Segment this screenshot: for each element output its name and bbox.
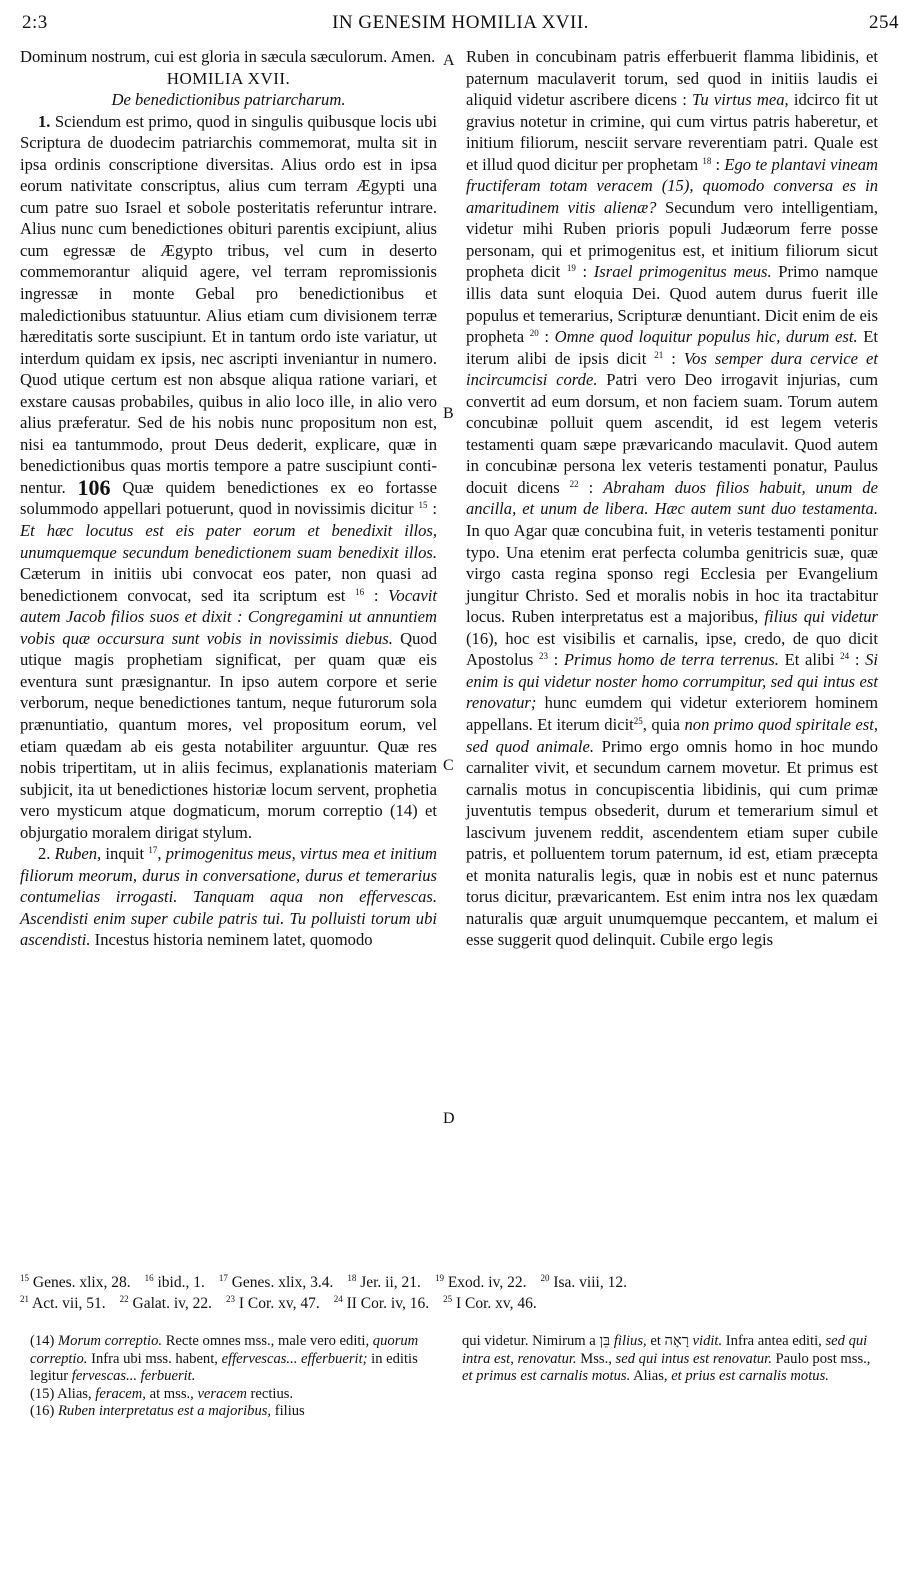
footnotes-right xyxy=(462,1333,872,1386)
footnote-italic: vidit. xyxy=(692,1333,723,1349)
footnote-ref: 20 xyxy=(529,328,539,339)
footnote-text: et xyxy=(650,1333,661,1349)
paragraph-2: 2. Ruben, inquit $^{17}$, primogenitus meus, virtus mea et initium filiorum meorum, durus in conversatione, durus et temerarius contumelias irrogasti. Tanquam aqua non effervescas. Ascendisti enim super cubile patris tui. Tu polluisti torum ubi ascendisti. Incestus historia neminem latet, quomodo xyxy=(20,844,437,950)
footnote-number: (15) xyxy=(30,1385,55,1402)
footnote-ref: 18 xyxy=(702,155,712,166)
footnote-ref: 16 xyxy=(355,586,365,597)
paragraph-text: Quæ quidem benedictiones ex eo fortasse solummodo appellari potuerunt, quod in novissimis dicitur xyxy=(20,477,437,519)
footnote-ref: 22 xyxy=(569,478,579,489)
right-column xyxy=(466,46,878,951)
footnote-text: Alias, xyxy=(57,1385,92,1402)
footnote-text: in editis legitur xyxy=(30,1350,418,1385)
footnote-italic: sed qui intus est renovatur. xyxy=(615,1350,772,1367)
column-number: 106 xyxy=(77,474,111,500)
footnote-text: at mss., xyxy=(149,1385,194,1402)
paragraph-text: Patri vero Deo irrogavit injurias, cum convertit ad eum dorsum, et non faciem suam. Torum autem concubinæ polluit quem ascendit, id est legem veteris testamenti quam sæpe prævaricando maculavit. Quod autem in concubinæ persona lex veteris testamenti ponatur, Paulus docuit dicens xyxy=(466,370,878,497)
homily-subtitle: De benedictionibus patriarcharum. xyxy=(111,90,346,110)
paragraph-1: 1. Sciendum est primo, quod in singulis quibusque locis ubi Scriptura de duodecim patriarchis commemorat, multa sit in ipsa ordinis conscriptione diversitas. Alius ordo est in ipsa eorum nativitate conscriptus, alius cum terram Ægypti una cum patre suo Israel et sobole posteritatis referuntur intrare. Alius nunc cum benedictiones obituri parentis excipiunt, alius cum egressæ de Ægypto tribus, vel cum in deserto commemorantur aliquid agere, vel terram repromissionis ingressæ in monte Gebal pro benedictionibus et maledictionibus statuuntur. Alius etiam cum divisionem terræ hæreditatis sorte suscipiunt. Et in tantum ordo iste variatur, ut interdum quidam ex ipsis, nec ascripti inveniantur in numero. Quod utique certum est non absque aliqua ratione variari, et exstare causas probabiles, quibus in alio loco ille, in alio vero alius præferatur. Sed de his nobis nunc propositum non est, nisi ea tantummodo, prout Deus dederit, explicare, quæ in benedictionibus quas mortis tempore a patre suscipiunt conti- nentur. 106 Quæ quidem benedictiones ex eo fortasse solummodo appellari potuerunt, quod in novissimis dicitur $^{15}$ : Et hæc locutus est eis pater eorum et benedixit illos, unumquemque secundum benedictionem suam benedixit illos. Cæterum in initiis ubi convocat eos pater, non quasi ad benedictionem convocat, sed ita scriptum est $^{16}$ : Vocavit autem Jacob filios suos et dixit : Congregamini ut annuntiem vobis quæ occursura sunt vobis in novissimis diebus. Quod utique magis prophetiam significat, per quam quæ eis eventura sunt præsignantur. In ipso autem corpore et serie verborum, neque benedictiones tantum, neque futurorum sola prænuntiatio, quantum mores, vel propositum eorum, vel etiam quædam ab eis gesta notabiliter arguuntur. Quæ res nobis tripertitam, ut in aliis fecimus, explanationis materiam subjicit, ita ut benedictiones historiæ locum servent, prophetia vero mysticum atque dogmaticum, morum correptio (14) et objurgatio moralem dirigat stylum. xyxy=(20,111,437,842)
reference-text: Jer. ii, 21. xyxy=(356,1274,421,1291)
footnote-lemma: Morum correptio. xyxy=(57,1333,163,1349)
footnote-italic: Ruben interpretatus est a majoribus, xyxy=(57,1403,272,1420)
reference-text: I Cor. xv, 47. xyxy=(235,1295,320,1312)
footnote-italic: feracem, xyxy=(95,1385,146,1402)
reference-text: Isa. viii, 12. xyxy=(549,1274,627,1291)
footnote-italic: filius, xyxy=(613,1333,647,1349)
running-header xyxy=(22,12,899,42)
footnote-ref: 15 xyxy=(418,500,428,511)
paragraph-text: nentur. xyxy=(20,477,66,497)
footnote-italic: sed qui intra est, renovatur. xyxy=(462,1333,868,1367)
reference-number: 18 xyxy=(347,1273,357,1283)
page-number-right: 254 xyxy=(869,12,899,33)
paragraph-text: Et iterum alibi de ipsis dicit xyxy=(466,327,878,368)
scripture-reference xyxy=(226,1295,320,1312)
footnote-text: qui videtur. Nimirum a xyxy=(462,1333,596,1349)
paragraph-text: Sciendum est primo, quod in singulis quibusque locis ubi Scriptura de duodecim patriarchis commemorat, multa sit in ipsa ordinis conscriptione diversitas. Alius ordo est in ipsa eorum nativitate conscriptus, alius cum terram Ægypti una cum patre suo Israel et sobole posteritatis referuntur intrare. Alius nunc cum benedictiones obituri parentis excipiunt, alius cum egressæ de Ægypto tribus, vel cum in deserto commemorantur aliquid agere, vel terram repromissionis ingressæ in monte Gebal pro benedictionibus et maledictionibus statuuntur. Alius etiam cum divisionem terræ hæreditatis sorte suscipiunt. Et in tantum ordo iste variatur, ut interdum quidam ex ipsis, nec ascripti inveniantur in numero. Quod utique certum est non absque aliqua ratione variari, et exstare causas probabiles, quibus in alio loco ille, in alio vero alius præferatur. Sed de his nobis nunc propositum non est, nisi ea tantummodo, prout Deus dederit, explicare, quæ in benedictionibus quas mortis tempore a patre suscipiunt conti- xyxy=(20,111,437,476)
reference-number: 16 xyxy=(144,1273,154,1283)
reference-number: 15 xyxy=(20,1273,29,1283)
scripture-quote: Vocavit autem Jacob filios suos et dixit : Congregamini ut annuntiem vobis quæ occursura sunt vobis in novissimis diebus. xyxy=(20,585,437,648)
paragraph-text: hunc eumdem qui videtur exteriorem hominem appellans. Et iterum dicit xyxy=(466,693,878,734)
footnote-italic: fervescas... ferbuerit. xyxy=(71,1368,196,1385)
footnote-italic: et primus est carnalis motus. xyxy=(462,1368,631,1385)
continuation-paragraph: Dominum nostrum, cui est gloria in sæcula sæculorum. Amen. xyxy=(20,47,436,66)
footnote-text: Infra ubi mss. habent, xyxy=(91,1350,218,1367)
hebrew-word: בֵּן xyxy=(599,1333,611,1349)
footnote-italic: quorum correptio. xyxy=(30,1333,419,1367)
scripture-references xyxy=(20,1272,890,1314)
footnote-15 xyxy=(30,1386,435,1404)
reference-number: 21 xyxy=(20,1294,29,1304)
scripture-quote: primogenitus meus, virtus mea et initium filiorum meorum, durus in conversatione, durus et temerarius contumelias irrogasti. Tanquam aqua non effervescas. Ascendisti enim super cubile patris tui. Tu polluisti torum ubi ascendisti. xyxy=(20,844,437,950)
scripture-reference xyxy=(219,1274,333,1291)
footnote-number: (16) xyxy=(30,1403,55,1420)
reference-number: 20 xyxy=(540,1273,550,1283)
footnote-ref: 23 xyxy=(538,651,548,662)
footnote-ref: 19 xyxy=(566,263,576,274)
scripture-quote: Ego te plantavi vineam fructiferam totam veracem (15), quomodo conversa es in amaritudinem vitis alienæ? xyxy=(466,154,878,217)
scripture-quote: Vos semper dura cervice et incircumcisi corde. xyxy=(466,348,878,390)
scripture-quote: Si enim is qui videtur noster homo corrumpitur, sed qui intus est renovatur; xyxy=(466,650,878,713)
paragraph-text: inquit xyxy=(105,844,145,864)
scripture-reference xyxy=(443,1295,537,1312)
reference-text: Galat. iv, 22. xyxy=(128,1295,213,1312)
margin-mark-a: A xyxy=(443,52,455,69)
homily-title: HOMILIA XVII. xyxy=(166,68,291,88)
left-column xyxy=(20,46,437,951)
scripture-reference xyxy=(120,1295,212,1312)
scripture-reference xyxy=(347,1274,421,1291)
paragraph-text: Ruben in concubinam patris efferbuerit flamma libidinis, et paternum maculaverit torum, sed quod in initiis laudis ei aliquid videtur ascribere dicens : xyxy=(466,47,878,110)
reference-number: 22 xyxy=(119,1294,129,1304)
footnote-italic: et prius est carnalis motus. xyxy=(671,1368,829,1385)
margin-mark-c: C xyxy=(443,757,454,774)
scripture-reference xyxy=(334,1295,429,1312)
reference-number: 24 xyxy=(333,1294,343,1304)
scripture-quote: Et hæc locutus est eis pater eorum et benedixit illos, unumquemque secundum benedictionem suam benedixit illos. xyxy=(20,521,437,562)
reference-text: Act. vii, 51. xyxy=(29,1295,106,1312)
scripture-quote: filius qui videtur xyxy=(764,607,878,627)
reference-text: Genes. xlix, 3.4. xyxy=(227,1274,334,1291)
scripture-reference xyxy=(540,1274,627,1291)
footnote-ref: 25 xyxy=(633,715,643,726)
scripture-quote: Primus homo de terra terrenus. xyxy=(563,650,779,670)
paragraph-number: 2. xyxy=(38,844,51,864)
footnote-14 xyxy=(30,1333,435,1386)
paragraph-text: Et alibi xyxy=(784,650,835,670)
margin-mark-b: B xyxy=(443,405,454,422)
references-line-1 xyxy=(20,1272,890,1293)
hebrew-word: רָאָה xyxy=(664,1333,689,1349)
page-number-left: 2:3 xyxy=(22,12,48,33)
scripture-quote: Omne quod loquitur populus hic, durum est. xyxy=(554,327,858,347)
footnote-text: Mss., xyxy=(580,1350,612,1367)
paragraph-text: , quia xyxy=(642,714,680,734)
footnote-ref: 24 xyxy=(840,651,850,662)
paragraph-text: Incestus historia neminem latet, quomodo xyxy=(94,930,373,950)
running-title: IN GENESIM HOMILIA XVII. xyxy=(332,12,589,33)
footnote-number: (14) xyxy=(30,1333,55,1349)
paragraph-text: Primo ergo omnis homo in hoc mundo carnaliter vivit, et secundum carnem movetur. Et primus est carnalis motus in concupiscentia libidinis, qui cum primæ juventutis tempus obsederit, durum et temerarium simul et lascivum juvenem reddit, ascendentem etiam super cubile patris, et polluentem torum paternum, id est, etiam præcepta et monita naturalis legis, quæ in nobis est et nunc paternus torus dicitur, prævaricantem. Est enim intra nos lex quædam naturalis quæ arguit unumquemque peccantem, et malum ei esse suggerit quod delinquit. Cubile ergo legis xyxy=(466,736,878,950)
footnote-16 xyxy=(30,1403,435,1421)
reference-number: 17 xyxy=(218,1273,228,1283)
reference-text: Genes. xlix, 28. xyxy=(29,1274,131,1291)
footnote-text: filius xyxy=(274,1403,305,1420)
scripture-reference xyxy=(145,1274,205,1291)
references-line-2 xyxy=(20,1293,890,1314)
footnotes-left xyxy=(30,1333,435,1421)
paragraph-text: Quod utique magis prophetiam significat, per quam quæ eis eventura sunt præsignantur. In ipso autem corpore et serie verborum, neque benedictiones tantum, neque futurorum sola prænuntiatio, quantum mores, vel propositum eorum, vel etiam quædam ab eis gesta notabiliter arguuntur. Quæ res nobis tripertitam, ut in aliis fecimus, explanationis materiam subjicit, ita ut benedictiones historiæ locum servent, prophetia vero mysticum atque dogmaticum, morum correptio (14) et objurgatio moralem dirigat stylum. xyxy=(20,628,437,842)
scripture-quote: Ruben, xyxy=(54,844,102,864)
footnote-text: Infra antea editi, xyxy=(725,1333,822,1349)
footnote-text: Paulo post mss., xyxy=(775,1350,871,1367)
paragraph-text: (16), hoc est visibilis et carnalis, ipse, credo, de quo dicit Apostolus xyxy=(466,628,878,670)
scripture-quote: Tu virtus mea, xyxy=(692,90,789,110)
footnote-text: Alias, xyxy=(633,1368,668,1385)
paragraph-number: 1. xyxy=(38,111,51,131)
footnote-text: Recte omnes mss., male vero editi, xyxy=(165,1333,370,1349)
scripture-quote: Abraham duos filios habuit, unum de ancilla, et unum de libera. Hæc autem sunt duo testamenta. xyxy=(466,477,878,519)
reference-text: Exod. iv, 22. xyxy=(443,1274,527,1291)
scripture-quote: Israel primogenitus meus. xyxy=(593,262,772,282)
reference-text: II Cor. iv, 16. xyxy=(342,1295,430,1312)
paragraph-text: Cæterum in initiis ubi convocat eos pater, non quasi ad benedictionem convocat, sed ita scriptum est xyxy=(20,564,437,605)
scripture-reference xyxy=(435,1274,527,1291)
right-paragraph: Ruben in concubinam patris efferbuerit flamma libidinis, et paternum maculaverit torum, sed quod in initiis laudis ei aliquid videtur ascribere dicens : Tu virtus mea, idcirco fit ut gravius notetur in crimine, qui cum virtus patris haberetur, et initium filiorum, nesciit servare reverentiam patri. Quale est et illud quod dicitur per prophetam $^{18}$ : Ego te plantavi vineam fructiferam totam veracem (15), quomodo conversa es in amaritudinem vitis alienæ? Secundum vero intelligentiam, videtur mihi Ruben prioris populi Judæorum ferre posse personam, qui et primogenitus est, et initium filiorum sicut propheta dicit $^{19}$ : Israel primogenitus meus. Primo namque illis data sunt eloquia Dei. Quod autem durus fuerit ille populus et temerarius, Scripturæ denuntiant. Dicit enim de eis propheta $^{20}$ : Omne quod loquitur populus hic, durum est. Et iterum alibi de ipsis dicit $^{21}$ : Vos semper dura cervice et incircumcisi corde. Patri vero Deo irrogavit injurias, cum convertit ad eum dorsum, et non faciem suam. Torum autem concubinæ polluit quem ascendit, id est legem veteris testamenti quam sæpe prævaricando maculavit. Quod autem in concubinæ persona lex veteris testamenti ponatur, Paulus docuit dicens $^{22}$ : Abraham duos filios habuit, unum de ancilla, et unum de libera. Hæc autem sunt duo testamenta. In quo Agar quæ concubina fuit, in veteris testamenti ponitur typo. Una etenim erat perfecta columba genitricis suæ, quæ virgo casta regina sponso regi Ecclesia per Evangelium jungitur Christo. Sed et moralis nobis in hoc ita tractabitur locus. Ruben interpretatus est a majoribus, filius qui videtur (16), hoc est visibilis et carnalis, ipse, credo, de quo dicit Apostolus $^{23}$ : Primus homo de terra terrenus. Et alibi $^{24}$ : Si enim is qui videtur noster homo corrumpitur, sed qui intus est renovatur; hunc eumdem qui videtur exteriorem hominem appellans. Et iterum dicit$^{25}$, quia non primo quod spiritale est, sed quod animale. Primo ergo omnis homo in hoc mundo carnaliter vivit, et secundum carnem movetur. Et primus est carnalis motus in concupiscentia libidinis, qui cum primæ juventutis tempus obsederit, durum et temerarium simul et lascivum juvenem reddit, ascendentem etiam super cubile patris, et polluentem torum paternum, id est, etiam præcepta et monita naturalis legis, quæ in nobis est et nunc paternus torus dicitur, prævaricantem. Est enim intra nos lex quædam naturalis quæ arguit unumquemque peccantem, et malum ei esse suggerit quod delinquit. Cubile ergo legis xyxy=(466,47,879,950)
footnote-ref: 21 xyxy=(654,349,664,360)
footnote-ref: 17 xyxy=(148,845,158,856)
footnote-16-continued xyxy=(462,1333,872,1386)
scripture-quote: non primo quod spiritale est, sed quod animale. xyxy=(466,714,878,756)
reference-text: ibid., 1. xyxy=(153,1274,205,1291)
footnote-text: rectius. xyxy=(250,1385,294,1402)
scripture-reference xyxy=(20,1295,106,1312)
reference-number: 23 xyxy=(226,1294,236,1304)
paragraph-text: idcirco fit ut gravius notetur in crimine, qui cum virtus patris haberetur, et initium filiorum, nesciit servare reverentiam patri. Quale est et illud quod dicitur per prophetam xyxy=(466,90,879,174)
reference-number: 25 xyxy=(443,1294,453,1304)
reference-text: I Cor. xv, 46. xyxy=(452,1295,537,1312)
paragraph-text: In quo Agar quæ concubina fuit, in veteris testamenti ponitur typo. Una etenim erat perfecta columba genitricis suæ, quæ virgo casta regina sponso regi Ecclesia per Evangelium jungitur Christo. Sed et moralis nobis in hoc ita tractabitur locus. Ruben interpretatus est a majoribus, xyxy=(466,521,878,627)
footnote-italic: veracem xyxy=(197,1385,247,1402)
margin-mark-d: D xyxy=(443,1110,455,1127)
paragraph-text: Primo namque illis data sunt eloquia Dei. Quod autem durus fuerit ille populus et temerarius, Scripturæ denuntiant. Dicit enim de eis propheta xyxy=(466,262,879,347)
paragraph-text: Secundum vero intelligentiam, videtur mihi Ruben prioris populi Judæorum ferre posse personam, qui et primogenitus est, et initium filiorum sicut propheta dicit xyxy=(466,197,878,282)
footnote-italic: effervescas... efferbuerit; xyxy=(221,1350,368,1367)
reference-number: 19 xyxy=(434,1273,444,1283)
scripture-reference xyxy=(20,1274,131,1291)
